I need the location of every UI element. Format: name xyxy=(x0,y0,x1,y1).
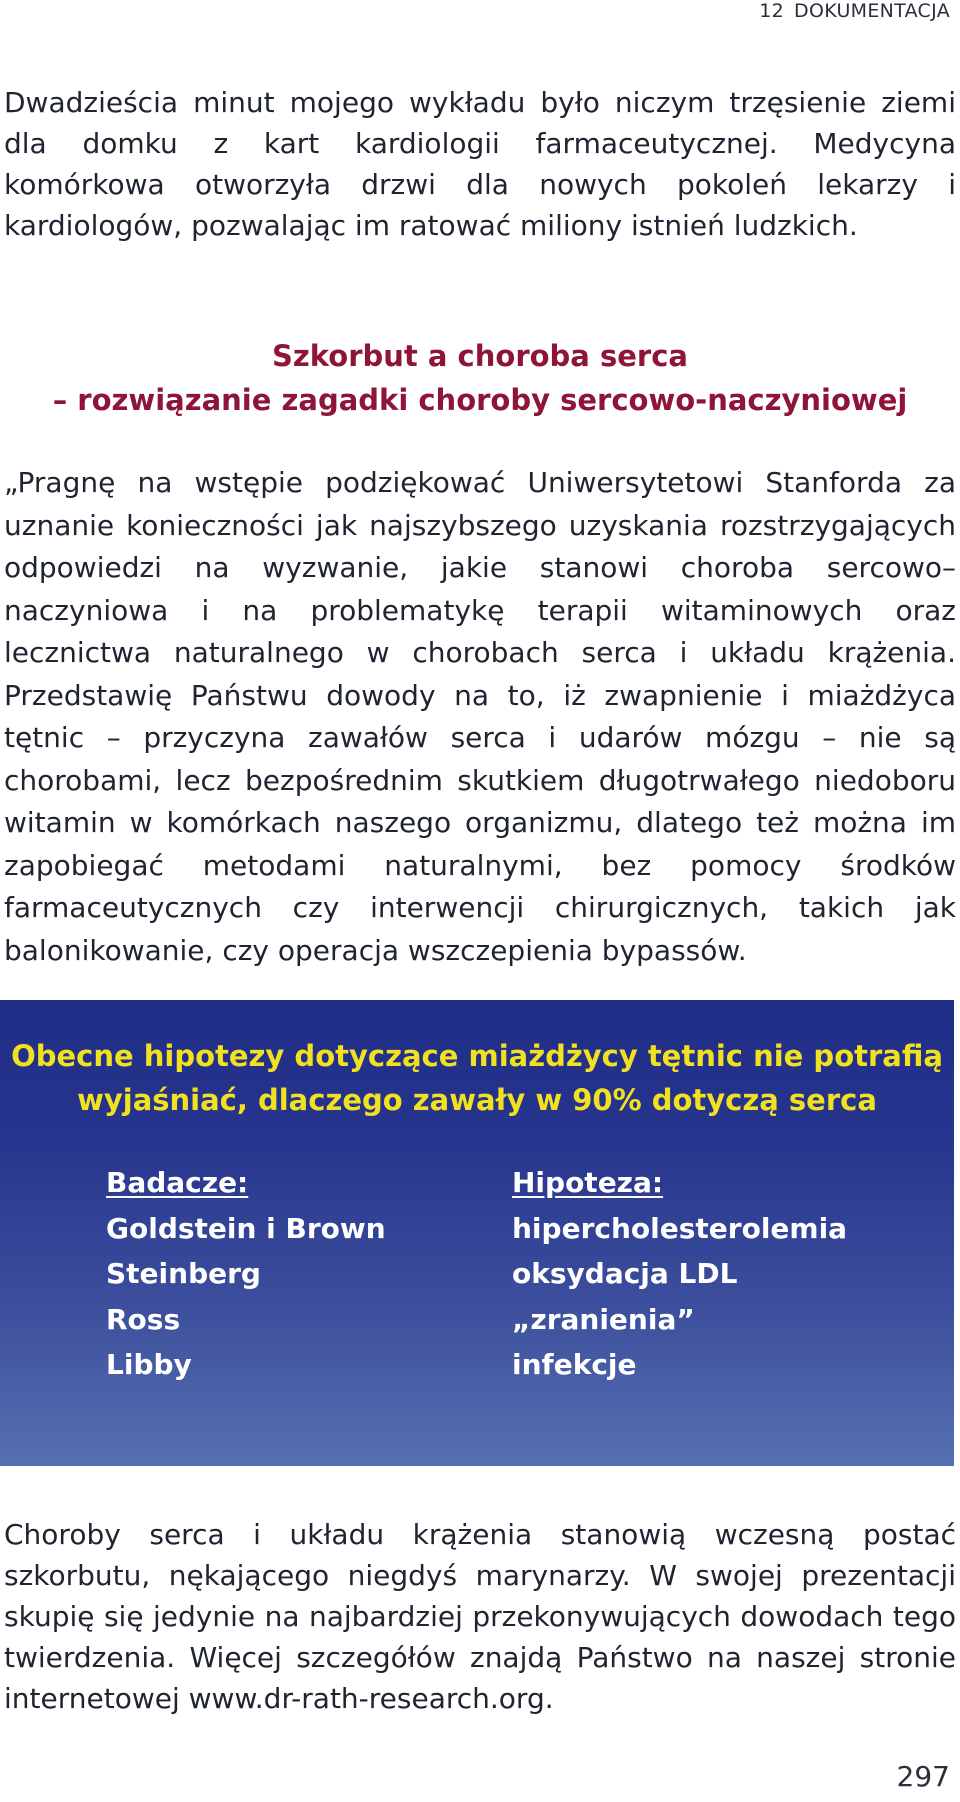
researchers-header: Badacze: xyxy=(106,1166,249,1199)
header-section-title: DOKUMENTACJA xyxy=(794,0,950,22)
researcher-item: Goldstein i Brown xyxy=(106,1211,386,1245)
intro-paragraph: Dwadzieścia minut mojego wykładu było niczym trzęsienie ziemi dla domku z kart kardiologii farmaceutycznej. Medycyna komórkowa otworzyła drzwi dla nowych pokoleń lekarzy i kardiologów, pozwalając im ratować miliony istnień ludzkich. xyxy=(4,86,956,242)
heading-line-1: Szkorbut a choroba serca xyxy=(272,339,688,373)
hypotheses-box xyxy=(0,1000,954,1466)
hypothesis-item: hipercholesterolemia xyxy=(512,1211,848,1245)
hypothesis-item: infekcje xyxy=(512,1348,637,1381)
running-header xyxy=(759,0,950,22)
box-title xyxy=(0,1034,954,1122)
section-heading xyxy=(0,334,960,422)
box-title-line-1: Obecne hipotezy dotyczące miażdżycy tętnic nie potrafią xyxy=(11,1039,943,1073)
outro-paragraph: Choroby serca i układu krążenia stanowią wczesną postać szkorbutu, nękającego niegdyś marynarzy. W swojej prezentacji skupię się jedynie na najbardziej przekonywujących dowodach tego twierdzenia. Więcej szczegółów znajdą Państwo na naszej stronie internetowej www.dr-rath-research.org. xyxy=(4,1518,956,1715)
box-title-line-2: wyjaśniać, dlaczego zawały w 90% dotyczą serca xyxy=(77,1083,877,1117)
researcher-item: Libby xyxy=(106,1348,192,1381)
page-number: 297 xyxy=(896,1760,950,1793)
researcher-item: Steinberg xyxy=(106,1257,261,1290)
hypotheses-header: Hipoteza: xyxy=(512,1166,664,1199)
researchers-column xyxy=(106,1160,386,1388)
heading-line-2: – rozwiązanie zagadki choroby sercowo-naczyniowej xyxy=(52,383,908,417)
hypothesis-item: oksydacja LDL xyxy=(512,1257,738,1290)
researcher-item: Ross xyxy=(106,1302,181,1336)
header-page-number: 12 xyxy=(759,0,785,22)
quote-paragraph: „Pragnę na wstępie podziękować Uniwersytetowi Stanforda za uznanie konieczności jak najszybszego uzyskania rozstrzygających odpowiedzi na wyzwanie, jakie stanowi choroba sercowo–naczyniowa i na problematykę terapii witaminowych oraz lecznictwa naturalnego w chorobach serca i układu krążenia. Przedstawię Państwu dowody na to, iż zwapnienie i miażdżyca tętnic – przyczyna zawałów serca i udarów mózgu – nie są chorobami, lecz bezpośrednim skutkiem długotrwałego niedoboru witamin w komórkach naszego organizmu, dlatego też można im zapobiegać metodami naturalnymi, bez pomocy środków farmaceutycznych czy interwencji chirurgicznych, takich jak balonikowanie, czy operacja wszczepienia bypassów. xyxy=(4,466,956,967)
hypotheses-column xyxy=(512,1160,847,1388)
hypothesis-item: „zranienia” xyxy=(512,1302,695,1336)
